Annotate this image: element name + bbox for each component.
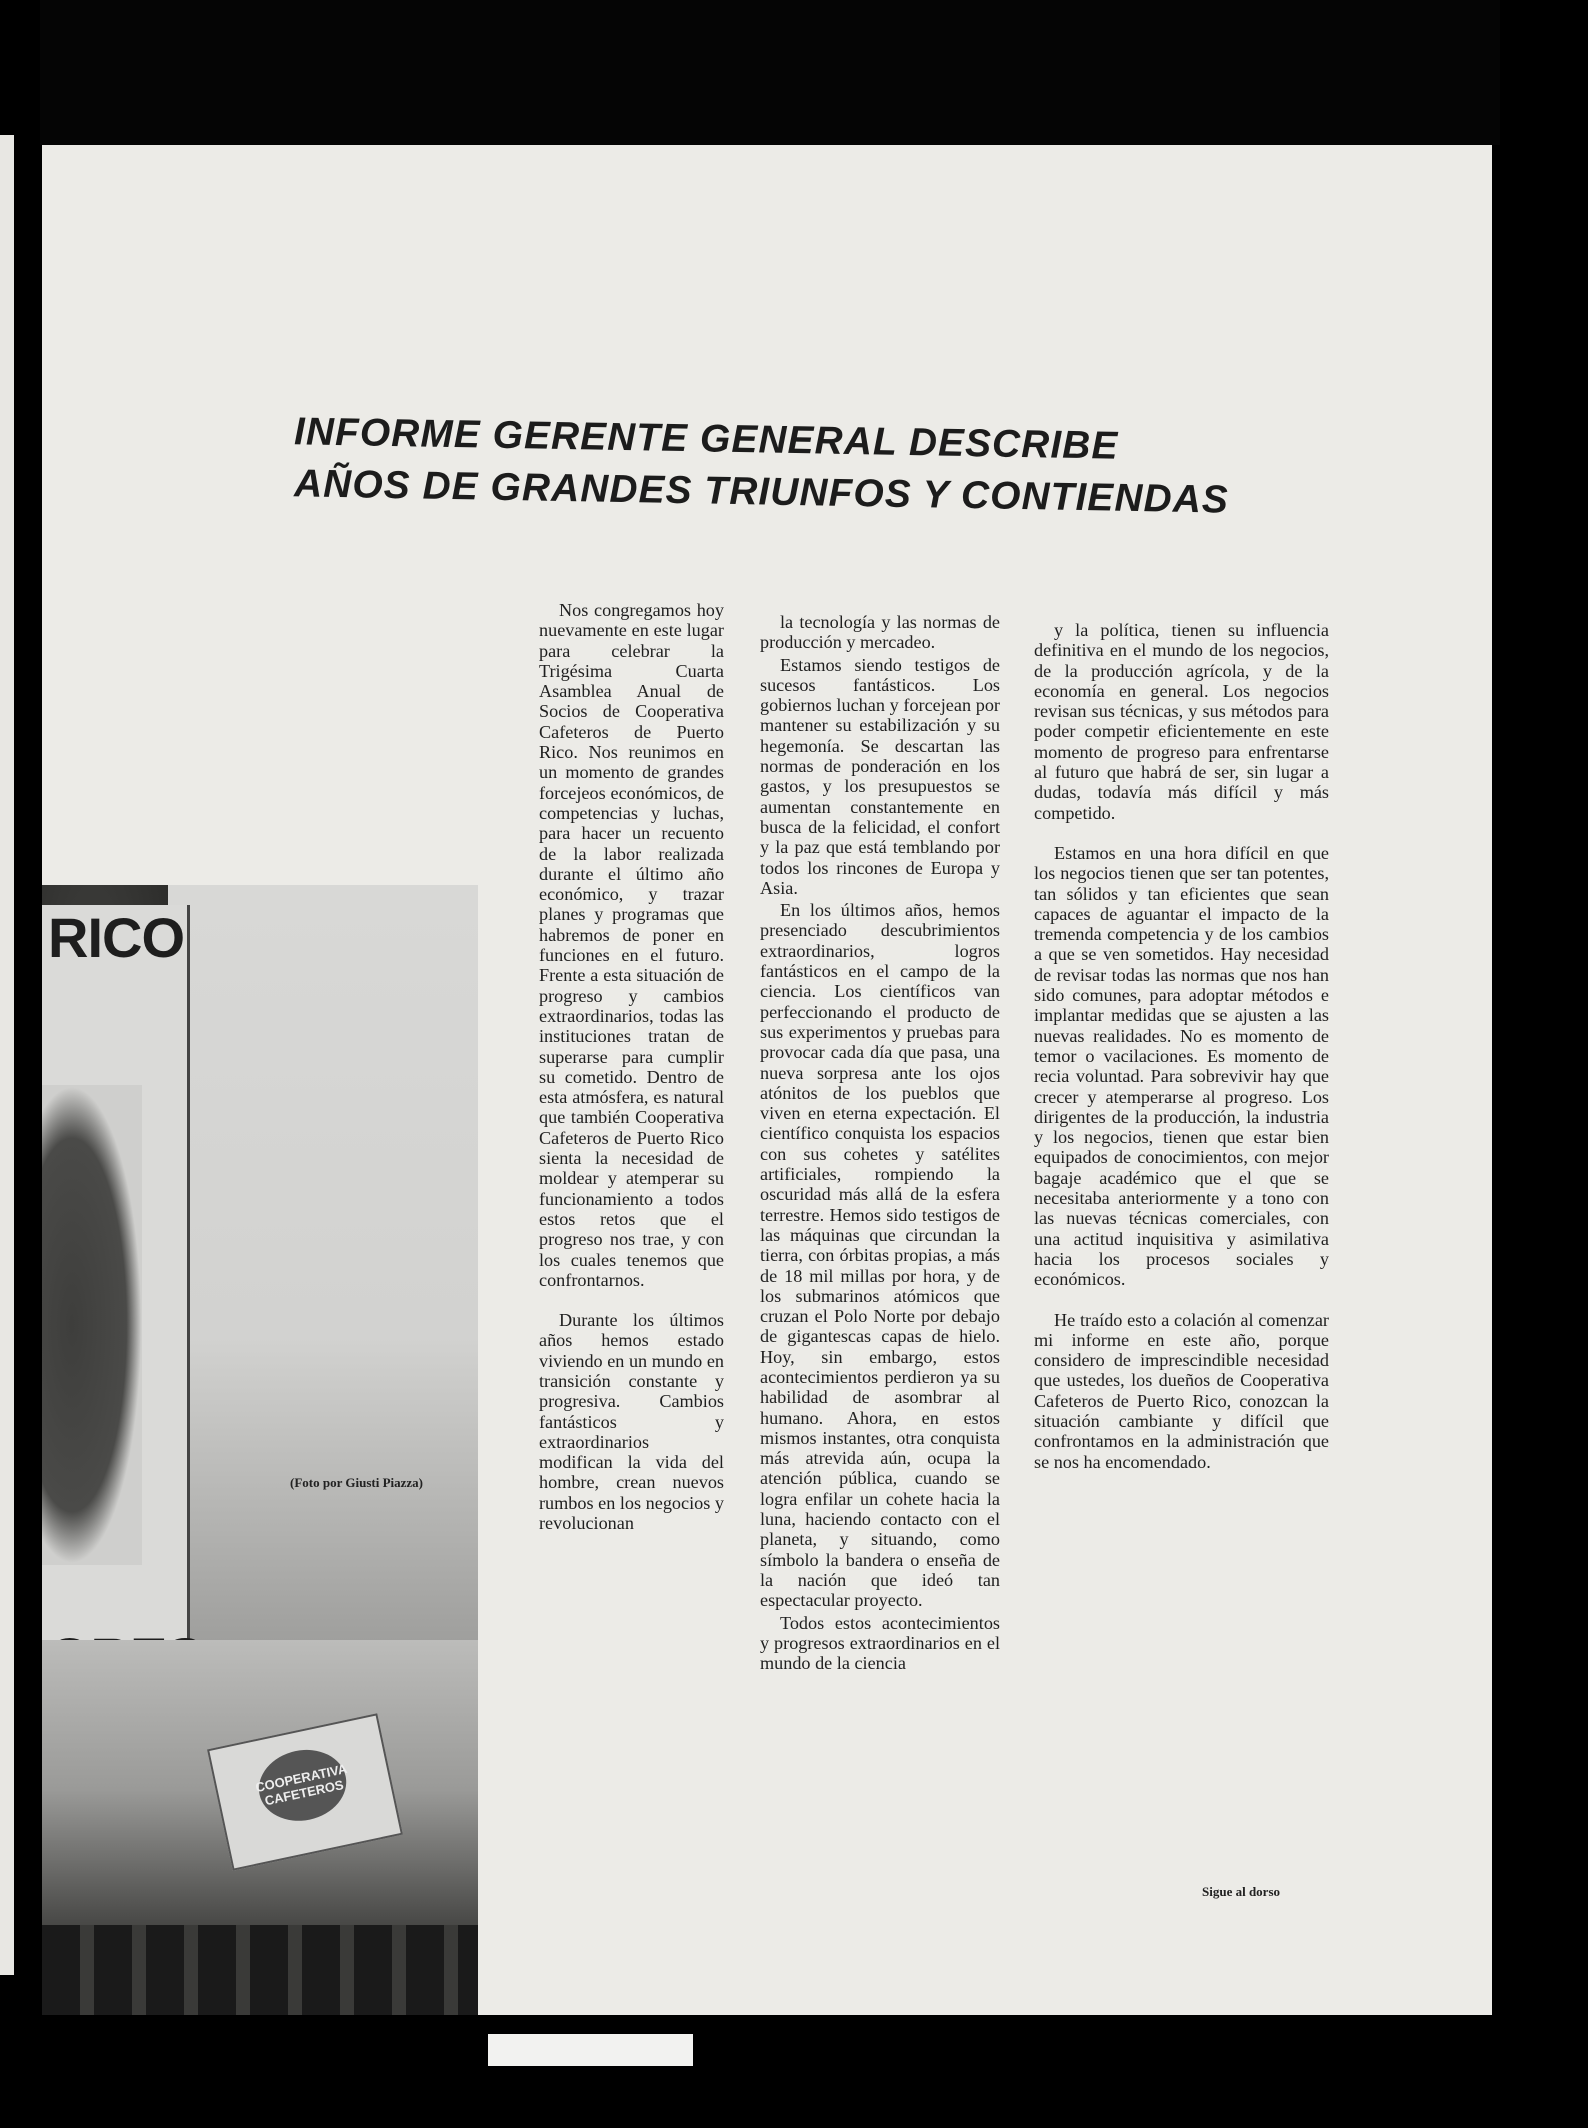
column-paragraph: Durante los últimos años hemos estado viviendo en un mundo en transición constante y progresiva. Cambios fantásticos y extraordinarios modifican la vida del hombre, crean nuevos rumbos en los negocios y revolucionan [539, 1310, 724, 1534]
article-headline [294, 406, 1294, 527]
assembly-photo [42, 885, 478, 2015]
continued-note: Sigue al dorso [1202, 1884, 1281, 1899]
crowd-silhouettes [42, 1925, 478, 2015]
column-paragraph: Estamos en una hora difícil en que los negocios tienen que ser tan potentes, tan sólidos y tan eficientes que sean capaces de aguantar el impacto de la tremenda competencia y de los cambios a que se ven sometidos. Hay necesidad de revisar todas las normas que nos han sido comunes, para adoptar métodos e implantar medidas que se ajusten a las nuevas realidades. No es momento de temor o vacilaciones. Es momento de recia voluntad. Para sobrevivir hay que crecer y atemperarse al progreso. Los dirigentes de la producción, la industria y los negocios, tienen que estar bien equipados de conocimientos, con mejor bagaje académico que el que se necesitaba anteriormente y a tono con las nuevas técnicas comerciales, con una actitud inquisitiva y asimilativa hacia los procesos sociales y económicos. [1034, 842, 1329, 1290]
article-column-1 [539, 600, 724, 1533]
column-paragraph: Estamos siendo testigos de sucesos fantásticos. Los gobiernos luchan y forcejean por mantener su estabilización y su hegemonía. Se descartan las normas de ponderación en los gastos, y los presupuestos se aumentan constantemente en busca de la felicidad, el confort y la paz que está temblando por todos los rincones de Europa y Asia. [760, 654, 1000, 898]
scan-top-border [40, 0, 1500, 145]
article-column-3 [1034, 620, 1329, 1472]
banner [42, 905, 190, 1765]
sign-seal: COOPERATIVA CAFETEROS [252, 1742, 353, 1829]
column-paragraph: y la política, tienen su influencia definitiva en el mundo de los negocios, de la producción agrícola, y de la economía en general. Los negocios revisan sus técnicas, y sus métodos para poder competir eficientemente en este momento de progreso para enfrentarse al futuro que habrá de ser, sin lugar a dudas, todavía más difícil y más competido. [1034, 620, 1329, 823]
photo-credit: (Foto por Giusti Piazza) [290, 1475, 423, 1490]
column-paragraph: la tecnología y las normas de producción y mercadeo. [760, 612, 1000, 653]
column-paragraph: Nos congregamos hoy nuevamente en este lugar para celebrar la Trigésima Cuarta Asamblea Anual de Socios de Cooperativa Cafeteros de Puerto Rico. Nos reunimos en un momento de grandes forcejeos económicos, de competencias y luchas, para hacer un recuento de la labor realizada durante el último año económico, y trazar planes y programas que habremos de poner en funciones en el futuro. Frente a esta situación de progreso y cambios extraordinarios, todas las instituciones tratan de superarse para cumplir su cometido. Dentro de esta atmósfera, es natural que también Cooperativa Cafeteros de Puerto Rico sienta la necesidad de moldear y atemperar su funcionamiento a todos estos retos que el progreso nos trae, y con los cuales tenemos que confrontarnos. [539, 600, 724, 1290]
headline-line-1: INFORME GERENTE GENERAL DESCRIBE [294, 410, 1119, 468]
island-map-graphic [42, 1085, 142, 1565]
banner-top-word: RICO [48, 906, 184, 969]
article-column-2 [760, 612, 1000, 1673]
column-paragraph: He traído esto a colación al comenzar mi informe en este año, porque considero de imprescindible necesidad que ustedes, los dueños de Cooperativa Cafeteros de Puerto Rico, conozcan la situación cambiante y difícil que confrontamos en la administración que se nos ha encomendado. [1034, 1309, 1329, 1472]
column-paragraph: Todos estos acontecimientos y progresos extraordinarios en el mundo de la ciencia [760, 1612, 1000, 1674]
scan-label-strip [488, 2034, 693, 2066]
adjacent-page-edge [0, 135, 14, 1975]
column-paragraph: En los últimos años, hemos presenciado descubrimientos extraordinarios, logros fantásticos en el campo de la ciencia. Los científicos van perfeccionando el producto de sus experimentos y pruebas para provocar cada día que pasa, una nueva sorpresa ante los ojos atónitos de los pueblos que viven en eterna expectación. El científico conquista los espacios con sus cohetes y satélites artificiales, rompiendo la oscuridad más allá de la esfera terrestre. Hemos sido testigos de las máquinas que circundan la tierra, con órbitas propias, a más de 18 mil millas por hora, y de los submarinos atómicos que cruzan el Polo Norte por debajo de gigantescas capas de hielo. Hoy, sin embargo, estos acontecimientos perdieron ya su habilidad de asombrar al humano. Ahora, en estos mismos instantes, otra conquista más atrevida aún, ocupa la atención pública, cuando se logra enfilar un cohete hacia la luna, haciendo contacto con el planeta, y situando, como símbolo la bandera o enseña de la nación que ideó tan espectacular proyecto. [760, 900, 1000, 1611]
magazine-page [42, 145, 1492, 2015]
headline-line-2: AÑOS DE GRANDES TRIUNFOS Y CONTIENDAS [294, 462, 1229, 522]
